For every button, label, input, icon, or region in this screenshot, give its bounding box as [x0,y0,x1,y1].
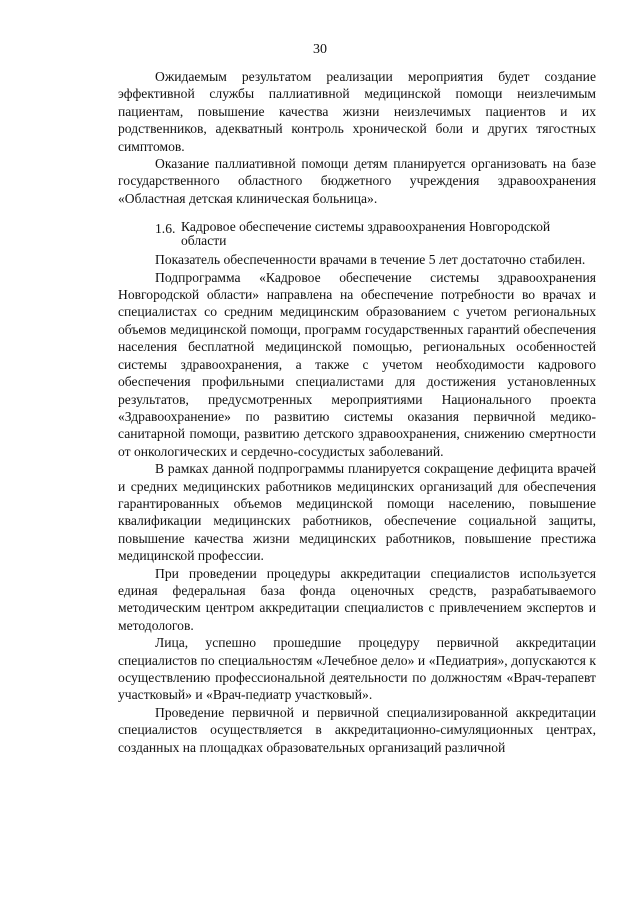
page-number: 30 [313,42,327,57]
paragraph: Показатель обеспеченности врачами в течение 5 лет достаточно стабилен. [155,252,586,268]
paragraph: Лица, успешно прошедшие процедуру первичной аккредитации специалистов по специальностям «Лечебное дело» и «Педиатрия», допускаются к осуществлению профессиональной деятельности по должностям «Врач-терапевт участковый» и «Врач-педиатр участковый». [118,635,596,703]
paragraph: Ожидаемым результатом реализации мероприятия будет создание эффективной службы паллиативной медицинской помощи неизлечимым пациентам, повышение качества жизни неизлечимых пациентов и их родственников, адекватный контроль хронической боли и других тягостных симптомов. [118,69,596,154]
section-number: 1.6. [155,221,176,237]
section-title: Кадровое обеспечение системы здравоохранения Новгородской области [181,219,551,249]
section-heading [118,220,596,248]
document-body [118,68,596,756]
paragraph: При проведении процедуры аккредитации специалистов используется единая федеральная база фонда оценочных средств, разрабатываемого методическим центром аккредитации специалистов с привлечением экспертов и методологов. [118,565,596,633]
paragraph: Подпрограмма «Кадровое обеспечение системы здравоохранения Новгородской области» направлена на обеспечение потребности во врачах и специалистах со средним медицинским образованием с учетом региональных объемов медицинской помощи, программ государственных гарантий обеспечения населения бесплатной медицинской помощью, региональных особенностей системы здравоохранения, а также с учетом необходимости кадрового обеспечения профильными специалистами для достижения установленных результатов, предусмотренных мероприятиями Национального проекта «Здравоохранение» по развитию системы оказания первичной медико-санитарной помощи, развитию детского здравоохранения, снижению смертности от онкологических и сердечно-сосудистых заболеваний. [118,269,596,459]
paragraph: Оказание паллиативной помощи детям планируется организовать на базе государственного областного бюджетного учреждения здравоохранения «Областная детская клиническая больница». [118,156,596,206]
paragraph: Проведение первичной и первичной специализированной аккредитации специалистов осуществляется в аккредитационно-симуляционных центрах, созданных на площадках образовательных организаций различной [118,704,596,755]
paragraph: В рамках данной подпрограммы планируется сокращение дефицита врачей и средних медицинских работников медицинских организаций для обеспечения гарантированных объемов медицинской помощи населению, повышение квалификации медицинских работников, обеспечение социальной защиты, повышение качества жизни медицинских работников, повышение престижа медицинской профессии. [118,461,596,564]
